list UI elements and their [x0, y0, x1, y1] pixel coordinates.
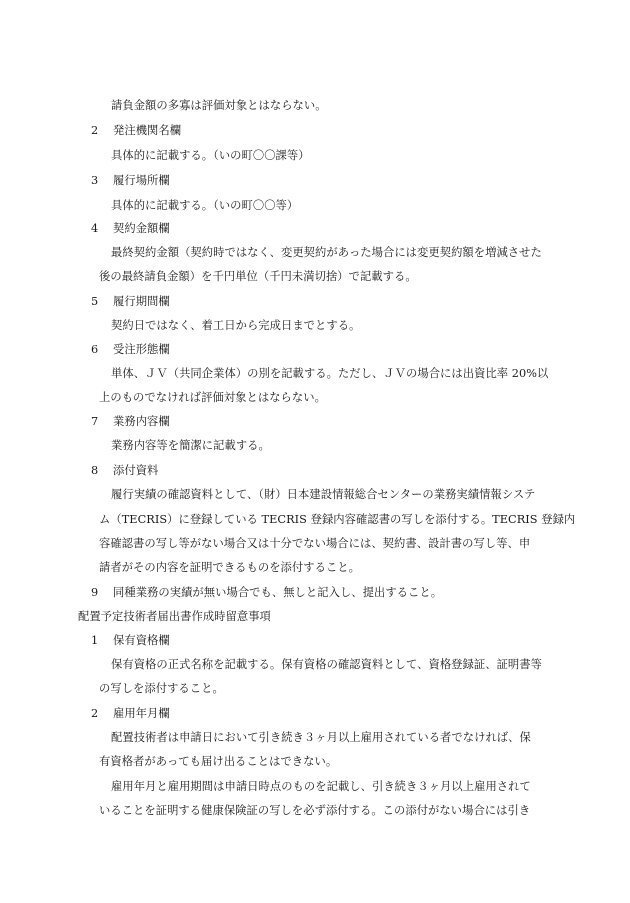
- engineer-item-2-body-4: いることを証明する健康保険証の写しを必ず添付する。この添付がない場合には引き: [99, 804, 531, 817]
- line-bid-amount-note: 請負金額の多寡は評価対象とはならない。: [111, 99, 327, 112]
- item-number: 9: [91, 586, 99, 599]
- engineer-item-1-body-1: 保有資格の正式名称を記載する。保有資格の確認資料として、資格登録証、証明書等: [111, 658, 542, 671]
- item-number: 2: [91, 707, 99, 720]
- engineer-item-2-body-3: 雇用年月と雇用期間は申請日時点のものを記載し、引き続き３ヶ月以上雇用されて: [111, 780, 531, 793]
- item-9-heading: 9 同種業務の実績が無い場合でも、無しと記入し、提出すること。: [91, 586, 443, 599]
- item-number: 6: [91, 343, 99, 356]
- engineer-item-2-heading: 2 雇用年月欄: [91, 707, 170, 720]
- item-number: 4: [91, 222, 99, 235]
- engineer-item-1-body-2: の写しを添付すること。: [99, 682, 224, 695]
- item-number: 3: [91, 174, 99, 187]
- item-8-body-3: 容確認書の写し等がない場合又は十分でない場合には、契約書、設計書の写し等、申: [99, 537, 531, 550]
- item-4-body-2: 後の最終請負金額）を千円単位（千円未満切捨）で記載する。: [99, 270, 417, 283]
- item-4-body-1: 最終契約金額（契約時ではなく、変更契約があった場合には変更契約額を増減させた: [111, 246, 542, 259]
- item-3-heading: 3 履行場所欄: [91, 174, 170, 187]
- item-8-body-4: 請者がその内容を証明できるものを添付すること。: [99, 561, 360, 574]
- item-number: 2: [91, 124, 99, 137]
- item-8-heading: 8 添付資料: [91, 464, 159, 477]
- engineer-item-2-body-2: 有資格者があっても届け出ることはできない。: [99, 755, 338, 768]
- item-3-body: 具体的に記載する。（いの町〇〇等）: [111, 199, 299, 212]
- item-6-heading: 6 受注形態欄: [91, 343, 170, 356]
- item-5-heading: 5 履行期間欄: [91, 295, 170, 308]
- item-8-body-1: 履行実績の確認資料として、（財）日本建設情報総合センターの業務実績情報システ: [111, 488, 536, 501]
- item-2-body: 具体的に記載する。（いの町〇〇課等）: [111, 149, 310, 162]
- item-number: 7: [91, 415, 99, 428]
- item-number: 5: [91, 295, 99, 308]
- item-6-body-2: 上のものでなければ評価対象とはならない。: [99, 391, 326, 404]
- engineer-item-1-heading: 1 保有資格欄: [91, 634, 170, 647]
- item-7-heading: 7 業務内容欄: [91, 415, 170, 428]
- item-number: 1: [91, 634, 99, 647]
- item-5-body: 契約日ではなく、着工日から完成日までとする。: [111, 319, 361, 332]
- item-7-body: 業務内容等を簡潔に記載する。: [111, 439, 270, 452]
- item-4-heading: 4 契約金額欄: [91, 222, 170, 235]
- item-8-body-2: ム（TECRIS）に登録している TECRIS 登録内容確認書の写しを添付する。TECRIS 登録内: [99, 513, 576, 526]
- item-6-body-1: 単体、ＪＶ（共同企業体）の別を記載する。ただし、ＪＶの場合には出資比率 20%以: [111, 367, 549, 380]
- item-number: 8: [91, 464, 99, 477]
- section-title-engineer: 配置予定技術者届出書作成時留意事項: [78, 610, 271, 623]
- item-2-heading: 2 発注機関名欄: [91, 124, 182, 137]
- engineer-item-2-body-1: 配置技術者は申請日において引き続き３ヶ月以上雇用されている者でなければ、保: [111, 731, 531, 744]
